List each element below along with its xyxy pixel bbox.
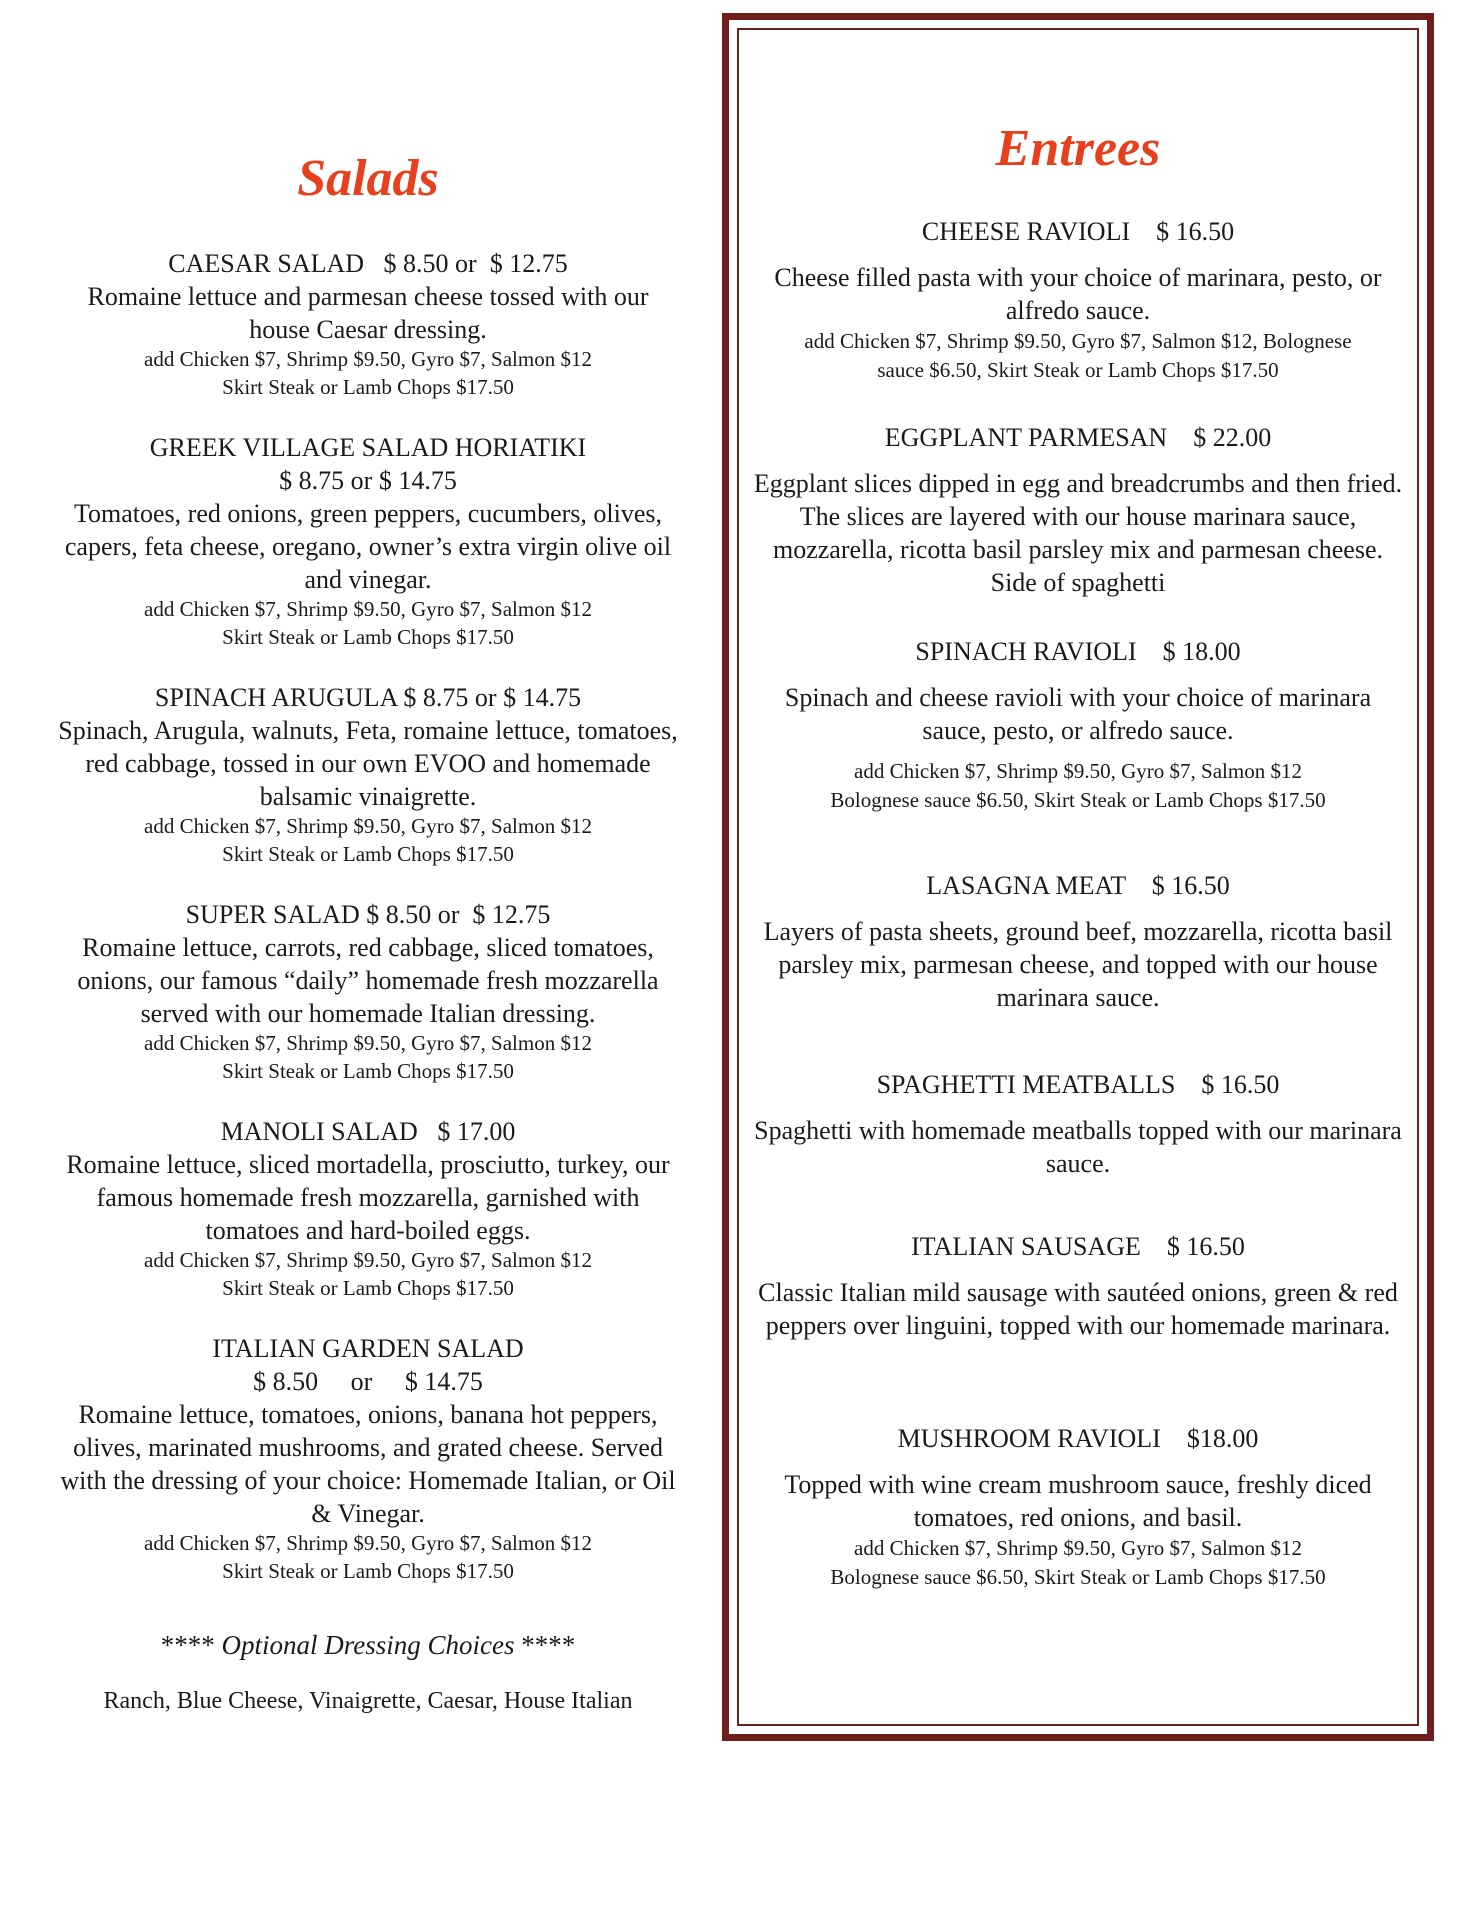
item-description: Romaine lettuce, tomatoes, onions, banana hot peppers, olives, marinated mushrooms, and grated cheese. Served with the dressing of your choice: Homemade Italian, or Oil & Vinegar. [60, 1400, 676, 1529]
item-description: Cheese filled pasta with your choice of marinara, pesto, or alfredo sauce. [774, 263, 1382, 326]
entree-item-eggplant-parmesan [752, 421, 1404, 599]
item-addons: add Chicken $7, Shrimp $9.50, Gyro $7, Salmon $12, Bolognese [804, 329, 1352, 354]
item-description: Eggplant slices dipped in egg and breadcrumbs and then fried. The slices are layered with our house marinara sauce, mozzarella, ricotta basil parsley mix and parmesan cheese. Side of spaghetti [753, 469, 1403, 598]
item-description: Romaine lettuce and parmesan cheese tossed with our house Caesar dressing. [87, 282, 649, 345]
entree-item-spinach-ravioli [752, 635, 1404, 815]
item-name: GREEK VILLAGE SALAD HORIATIKI [149, 433, 587, 463]
item-addons: add Chicken $7, Shrimp $9.50, Gyro $7, Salmon $12 [144, 814, 592, 839]
item-price: $ 8.50 or $ 14.75 [253, 1367, 483, 1397]
item-name: SPINACH ARUGULA $ 8.75 or $ 14.75 [154, 683, 582, 713]
item-name: ITALIAN SAUSAGE $ 16.50 [911, 1232, 1245, 1262]
item-name: ITALIAN GARDEN SALAD [212, 1334, 524, 1364]
item-name: MUSHROOM RAVIOLI $18.00 [897, 1424, 1259, 1454]
item-name: CAESAR SALAD $ 8.50 or $ 12.75 [168, 249, 568, 279]
item-description: Tomatoes, red onions, green peppers, cucumbers, olives, capers, feta cheese, oregano, owner’s extra virgin olive oil and vinegar. [64, 499, 672, 595]
entrees-title: Entrees [995, 120, 1161, 177]
item-description: Spinach, Arugula, walnuts, Feta, romaine lettuce, tomatoes, red cabbage, tossed in our own EVOO and homemade balsamic vinaigrette. [58, 716, 678, 812]
stars-right: **** [521, 1630, 576, 1661]
item-description: Layers of pasta sheets, ground beef, mozzarella, ricotta basil parsley mix, parmesan cheese, and topped with our house marinara sauce. [763, 917, 1393, 1013]
entree-item-lasagna-meat [752, 869, 1404, 1014]
entree-item-spaghetti-meatballs [752, 1068, 1404, 1180]
item-addons: add Chicken $7, Shrimp $9.50, Gyro $7, Salmon $12 [854, 1536, 1302, 1561]
item-addons: Bolognese sauce $6.50, Skirt Steak or Lamb Chops $17.50 [830, 788, 1326, 813]
item-addons: add Chicken $7, Shrimp $9.50, Gyro $7, Salmon $12 [144, 1248, 592, 1273]
salads-title: Salads [297, 150, 439, 207]
item-addons: Skirt Steak or Lamb Chops $17.50 [222, 1058, 514, 1083]
item-name: EGGPLANT PARMESAN $ 22.00 [884, 423, 1272, 453]
entree-item-mushroom-ravioli [752, 1422, 1404, 1592]
dressing-list: Ranch, Blue Cheese, Vinaigrette, Caesar, House Italian [103, 1688, 633, 1715]
item-name: CHEESE RAVIOLI $ 16.50 [921, 217, 1235, 247]
item-addons: Skirt Steak or Lamb Chops $17.50 [222, 624, 514, 649]
item-addons: sauce $6.50, Skirt Steak or Lamb Chops $17.50 [877, 358, 1279, 383]
item-addons: add Chicken $7, Shrimp $9.50, Gyro $7, Salmon $12 [144, 1531, 592, 1556]
item-name: LASAGNA MEAT $ 16.50 [926, 871, 1230, 901]
item-addons: add Chicken $7, Shrimp $9.50, Gyro $7, Salmon $12 [144, 597, 592, 622]
item-name: SPINACH RAVIOLI $ 18.00 [915, 637, 1241, 667]
salad-item-greek-village [56, 431, 680, 651]
salad-item-italian-garden [56, 1332, 680, 1585]
item-name: SUPER SALAD $ 8.50 or $ 12.75 [185, 900, 551, 930]
item-addons: add Chicken $7, Shrimp $9.50, Gyro $7, Salmon $12 [854, 759, 1302, 784]
item-description: Classic Italian mild sausage with sautéed onions, green & red peppers over linguini, topped with our homemade marinara. [758, 1278, 1398, 1341]
item-addons: Skirt Steak or Lamb Chops $17.50 [222, 841, 514, 866]
item-addons: add Chicken $7, Shrimp $9.50, Gyro $7, Salmon $12 [144, 347, 592, 372]
salads-column [56, 150, 680, 1716]
item-addons: Skirt Steak or Lamb Chops $17.50 [222, 1558, 514, 1583]
item-description: Romaine lettuce, carrots, red cabbage, sliced tomatoes, onions, our famous “daily” homemade fresh mozzarella served with our homemade Italian dressing. [77, 933, 659, 1029]
item-description: Spinach and cheese ravioli with your choice of marinara sauce, pesto, or alfredo sauce. [784, 683, 1372, 746]
entree-item-italian-sausage [752, 1230, 1404, 1342]
dressing-title: Optional Dressing Choices [221, 1630, 515, 1661]
item-addons: Skirt Steak or Lamb Chops $17.50 [222, 374, 514, 399]
entrees-column [752, 120, 1404, 1628]
salad-item-caesar [56, 247, 680, 401]
dressing-heading [56, 1629, 680, 1662]
item-description: Spaghetti with homemade meatballs topped with our marinara sauce. [754, 1116, 1402, 1179]
entree-item-cheese-ravioli [752, 215, 1404, 385]
stars-left: **** [160, 1630, 215, 1661]
salad-item-spinach-arugula [56, 681, 680, 868]
item-addons: Bolognese sauce $6.50, Skirt Steak or Lamb Chops $17.50 [830, 1565, 1326, 1590]
item-addons: Skirt Steak or Lamb Chops $17.50 [222, 1275, 514, 1300]
item-name: MANOLI SALAD $ 17.00 [220, 1117, 516, 1147]
item-addons: add Chicken $7, Shrimp $9.50, Gyro $7, Salmon $12 [144, 1031, 592, 1056]
salad-item-super [56, 898, 680, 1085]
item-description: Topped with wine cream mushroom sauce, freshly diced tomatoes, red onions, and basil. [784, 1470, 1372, 1533]
salad-item-manoli [56, 1115, 680, 1302]
item-price: $ 8.75 or $ 14.75 [279, 466, 457, 496]
item-description: Romaine lettuce, sliced mortadella, prosciutto, turkey, our famous homemade fresh mozzarella, garnished with tomatoes and hard-boiled eggs. [66, 1150, 670, 1246]
item-name: SPAGHETTI MEATBALLS $ 16.50 [876, 1070, 1280, 1100]
